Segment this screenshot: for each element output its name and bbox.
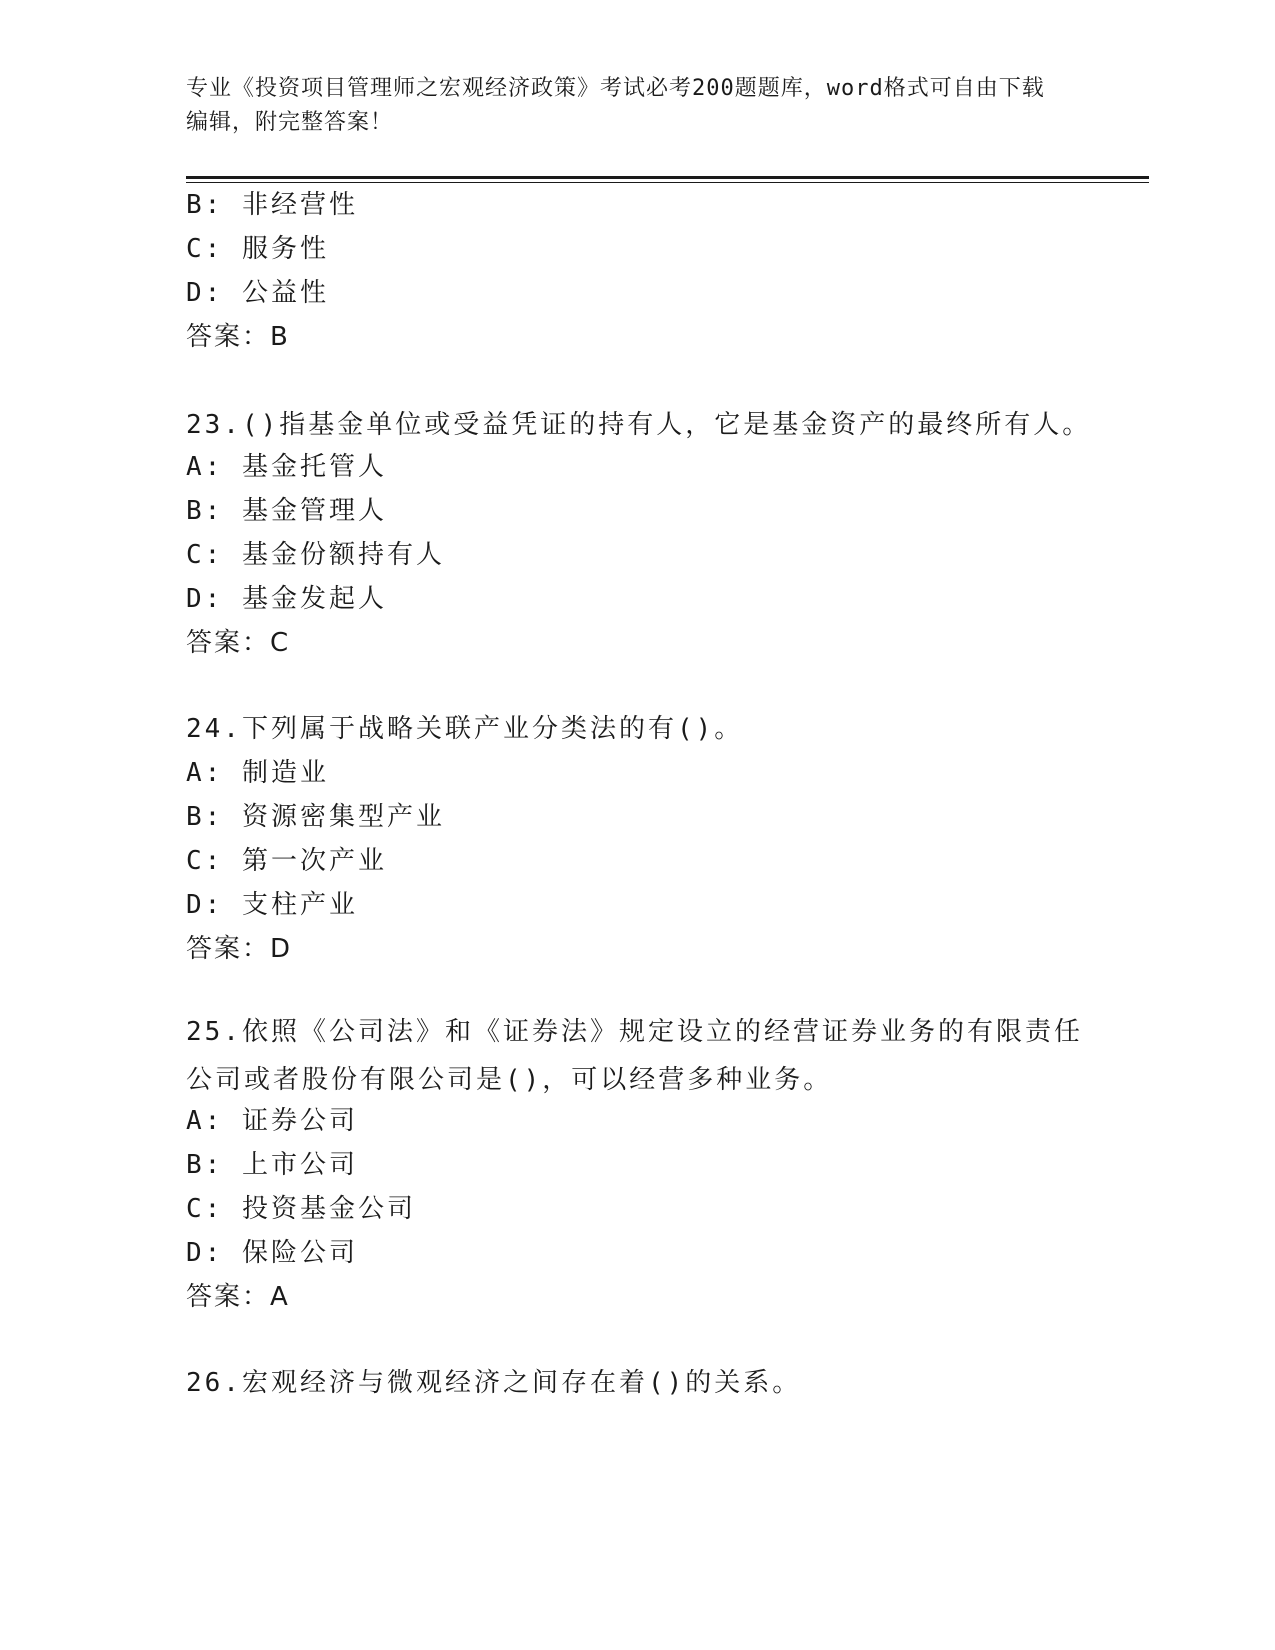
- q22-answer: 答案：B: [186, 322, 290, 352]
- document-intro: 专业《投资项目管理师之宏观经济政策》考试必考200题题库，word格式可自由下载编辑，附完整答案！: [186, 76, 1045, 135]
- q22-option-d: D: 公益性: [186, 278, 329, 308]
- q23-option-c: C: 基金份额持有人: [186, 540, 445, 570]
- q23-answer: 答案：C: [186, 628, 291, 658]
- q22-option-c: C: 服务性: [186, 234, 329, 264]
- q24-question: 24.下列属于战略关联产业分类法的有()。: [186, 714, 744, 744]
- q24-option-d: D: 支柱产业: [186, 890, 358, 920]
- header-divider-thick: [186, 176, 1149, 179]
- q25-question: 25.依照《公司法》和《证券法》规定设立的经营证券业务的有限责任公司或者股份有限公司是()，可以经营多种业务。: [186, 1017, 1083, 1095]
- header-divider-thin: [186, 182, 1149, 183]
- q25-option-b: B: 上市公司: [186, 1150, 358, 1180]
- q22-option-b: B: 非经营性: [186, 190, 358, 220]
- q26-question: 26.宏观经济与微观经济之间存在着()的关系。: [186, 1368, 802, 1398]
- q23-question: 23.()指基金单位或受益凭证的持有人，它是基金资产的最终所有人。: [186, 410, 1092, 440]
- q24-option-b: B: 资源密集型产业: [186, 802, 445, 832]
- q23-option-b: B: 基金管理人: [186, 496, 387, 526]
- q24-option-a: A: 制造业: [186, 758, 329, 788]
- q25-option-d: D: 保险公司: [186, 1238, 358, 1268]
- q24-answer: 答案：D: [186, 934, 293, 964]
- q23-option-d: D: 基金发起人: [186, 584, 387, 614]
- q25-option-a: A: 证券公司: [186, 1106, 358, 1136]
- q25-option-c: C: 投资基金公司: [186, 1194, 416, 1224]
- q23-option-a: A: 基金托管人: [186, 452, 387, 482]
- q24-option-c: C: 第一次产业: [186, 846, 387, 876]
- q25-answer: 答案：A: [186, 1282, 290, 1312]
